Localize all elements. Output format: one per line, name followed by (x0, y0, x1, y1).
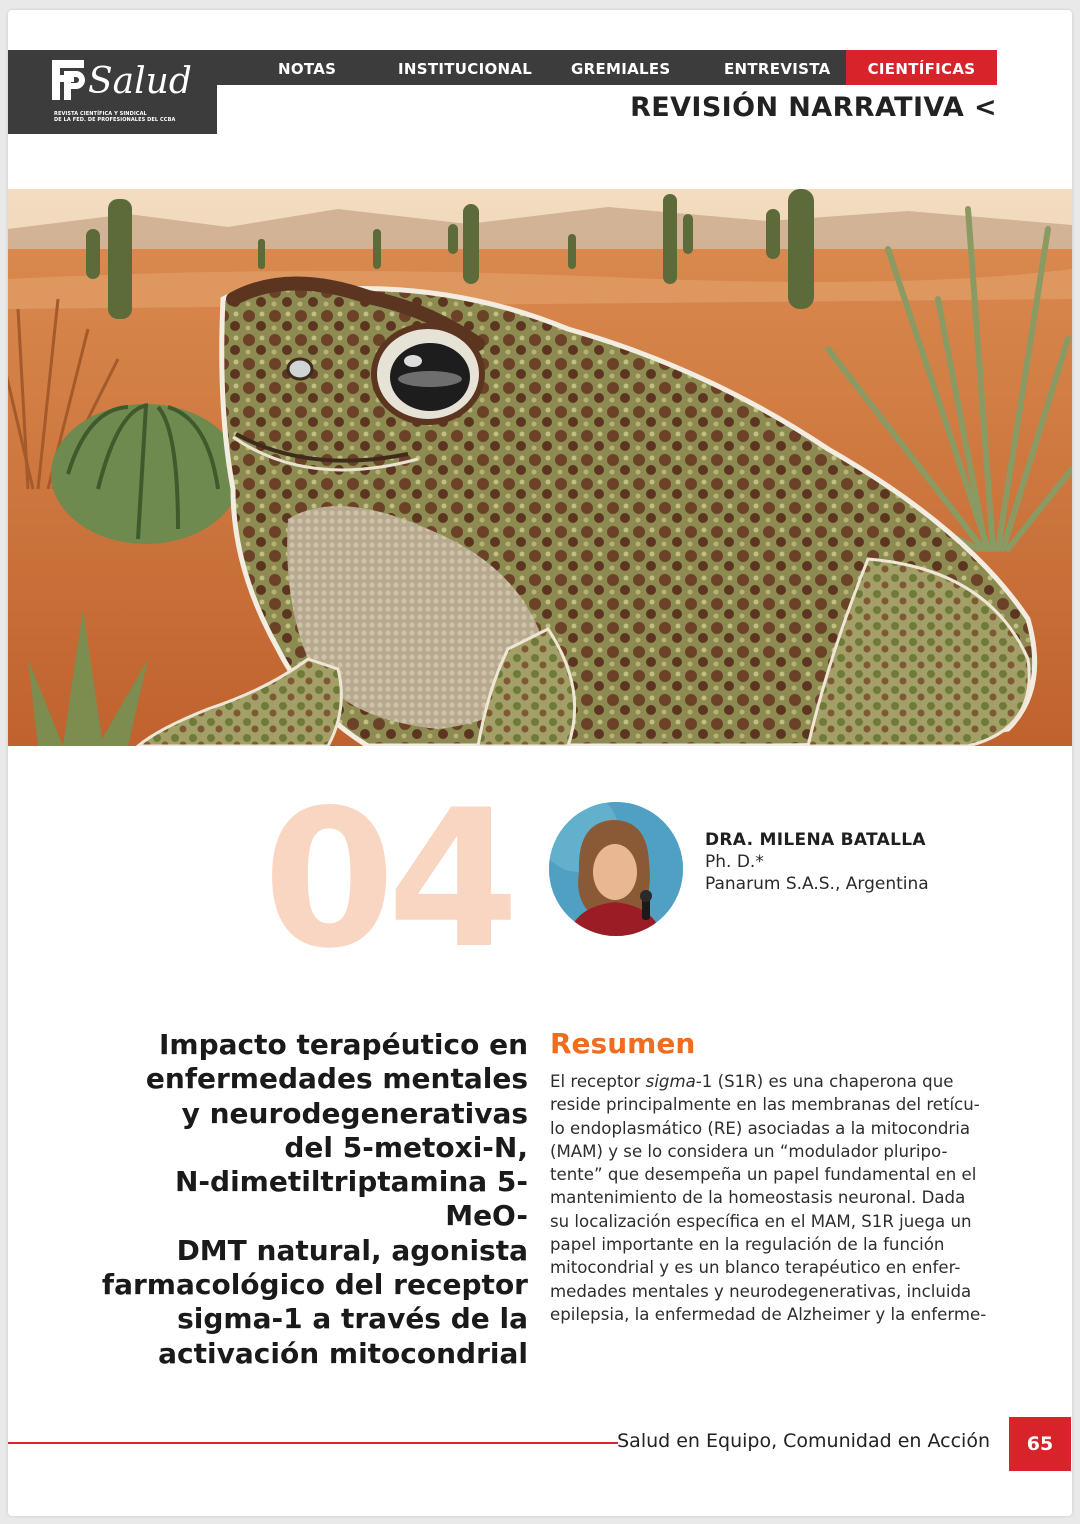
abstract-line: medades mentales y neurodegenerativas, incluida (550, 1281, 972, 1301)
nav-item-entrevista[interactable]: ENTREVISTA (724, 60, 831, 78)
footer-divider (8, 1442, 618, 1444)
abstract-line (550, 1070, 1000, 1093)
magazine-logo[interactable] (8, 50, 217, 134)
author-degree: Ph. D.* (705, 852, 764, 872)
nav-item-cientificas[interactable]: CIENTÍFICAS (846, 50, 997, 85)
title-line: del 5-metoxi-N, (284, 1130, 528, 1164)
title-line: DMT natural, agonista (176, 1233, 528, 1267)
abstract-text: -1 (S1R) es una chaperona que (695, 1072, 954, 1091)
abstract-line: lo endoplasmático (RE) asociadas a la mitocondria (550, 1118, 970, 1138)
abstract-line: mitocondrial y es un blanco terapéutico en enfer- (550, 1258, 961, 1278)
tagline-line-2: DE LA FED. DE PROFESIONALES DEL CCBA (54, 117, 176, 123)
abstract-heading: Resumen (550, 1027, 696, 1060)
title-line: N-dimetiltriptamina 5-MeO- (174, 1165, 528, 1233)
article-number: 04 (263, 769, 512, 990)
page-number: 65 (1009, 1417, 1071, 1471)
article-title (98, 1028, 528, 1371)
abstract-line: papel importante en la regulación de la función (550, 1235, 945, 1255)
nav-item-gremiales[interactable]: GREMIALES (571, 60, 671, 78)
author-name: DRA. MILENA BATALLA (705, 830, 926, 850)
nav-item-notas[interactable]: NOTAS (278, 60, 337, 78)
abstract-body (550, 1070, 1000, 1326)
fp-logo-icon (52, 60, 86, 100)
author-photo-icon (549, 802, 683, 936)
author-avatar (549, 802, 683, 936)
tagline-line-1: REVISTA CIENTÍFICA Y SINDICAL (54, 111, 147, 117)
footer-slogan: Salud en Equipo, Comunidad en Acción (617, 1430, 990, 1452)
title-line: farmacológico del receptor (101, 1268, 528, 1302)
magazine-page (8, 10, 1072, 1516)
nav-item-institucional[interactable]: INSTITUCIONAL (398, 60, 533, 78)
title-line: y neurodegenerativas (181, 1096, 528, 1130)
logo-wordmark: Salud (88, 61, 192, 102)
title-line: activación mitocondrial (158, 1336, 528, 1370)
logo-tagline (54, 111, 204, 123)
abstract-line: epilepsia, la enfermedad de Alzheimer y la enferme- (550, 1304, 987, 1324)
title-line: Impacto terapéutico en (158, 1028, 528, 1061)
abstract-text: El receptor (550, 1072, 646, 1091)
abstract-line: (MAM) y se lo considera un “modulador pluripo- (550, 1141, 948, 1161)
title-line: sigma-1 a través de la (177, 1302, 528, 1336)
author-affiliation: Panarum S.A.S., Argentina (705, 874, 929, 894)
title-line: enfermedades mentales (145, 1062, 528, 1096)
abstract-line: tente” que desempeña un papel fundamental en el (550, 1165, 977, 1185)
section-title: REVISIÓN NARRATIVA < (630, 92, 997, 123)
abstract-line: mantenimiento de la homeostasis neuronal. Dada (550, 1188, 966, 1208)
abstract-line: su localización específica en el MAM, S1R juega un (550, 1211, 972, 1231)
hero-illustration (8, 189, 1072, 746)
abstract-line: reside principalmente en las membranas del retícu- (550, 1095, 980, 1115)
toad-desert-illustration (8, 189, 1072, 746)
section-nav (217, 50, 846, 85)
abstract-italic-term: sigma (645, 1072, 696, 1091)
